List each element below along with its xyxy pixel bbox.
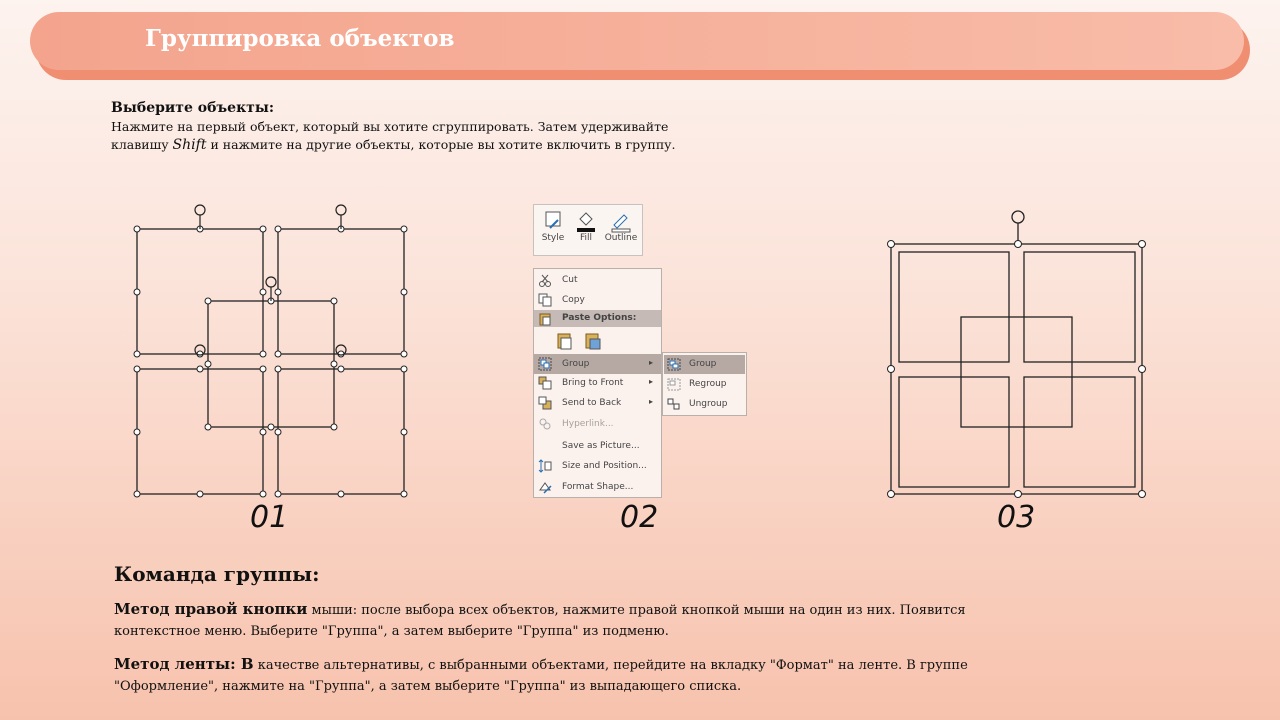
- submenu-item-ungroup[interactable]: Ungroup: [664, 395, 745, 414]
- outline-pen-icon: [604, 209, 638, 233]
- intro-heading: Выберите объекты:: [111, 100, 275, 116]
- menu-item-bring-to-front[interactable]: Bring to Front ▸: [534, 373, 661, 393]
- ribbon-method-text: [114, 654, 1074, 697]
- shift-key: Shift: [172, 137, 207, 153]
- copy-icon: [538, 293, 552, 307]
- ribbon-line1: качестве альтернативы, с выбранными объектами, перейдите на вкладку "Формат" на ленте. В группе: [257, 658, 968, 673]
- paste-picture-icon[interactable]: [584, 331, 602, 351]
- submenu-item-group[interactable]: Group: [664, 355, 745, 374]
- style-label: Style: [541, 233, 565, 243]
- fill-button[interactable]: [569, 209, 603, 243]
- size-icon: [538, 459, 552, 473]
- scissors-icon: [538, 273, 552, 287]
- ribbon-line2: "Оформление", нажмите на "Группа", а затем выберите "Группа" из выпадающего списка.: [114, 679, 742, 694]
- group-submenu: [662, 352, 747, 416]
- submenu-item-regroup[interactable]: Regroup: [664, 375, 745, 394]
- outline-label: Outline: [604, 233, 638, 243]
- menu-header-paste-options: Paste Options:: [534, 310, 661, 327]
- chevron-right-icon: ▸: [648, 358, 653, 367]
- right-click-line2: контекстное меню. Выберите "Группа", а затем выберите "Группа" из подменю.: [114, 624, 669, 639]
- figure-03-grouped-shapes: [882, 205, 1152, 505]
- intro-line2-before: клавишу: [111, 137, 169, 152]
- menu-item-format-shape[interactable]: Format Shape...: [534, 477, 661, 497]
- ribbon-method-label: Метод ленты: В: [114, 655, 254, 673]
- menu-item-group[interactable]: Group ▸: [534, 354, 661, 374]
- paste-icon: [538, 312, 552, 326]
- intro-block: [111, 100, 771, 154]
- bring-front-icon: [538, 376, 552, 390]
- figure-label-02: 02: [620, 500, 659, 535]
- menu-item-save-as-picture[interactable]: Save as Picture...: [562, 441, 640, 451]
- menu-item-copy[interactable]: Copy: [534, 290, 661, 310]
- ungroup-icon: [667, 398, 681, 411]
- figure-label-01: 01: [250, 500, 289, 535]
- fill-label: Fill: [579, 233, 593, 243]
- menu-item-cut[interactable]: Cut: [534, 270, 661, 290]
- fill-bucket-icon: [569, 209, 603, 233]
- outline-button[interactable]: [604, 209, 638, 243]
- intro-text: [111, 118, 771, 154]
- paste-options-row: [534, 329, 661, 353]
- context-menu: [533, 268, 662, 498]
- style-button[interactable]: [536, 209, 570, 243]
- page-title: Группировка объектов: [145, 25, 455, 52]
- menu-item-send-to-back[interactable]: Send to Back ▸: [534, 393, 661, 413]
- figure-label-03: 03: [997, 500, 1036, 535]
- figure-01-selected-shapes: [128, 200, 418, 505]
- chevron-right-icon: ▸: [648, 397, 653, 406]
- link-icon: [538, 417, 552, 431]
- intro-line1: Нажмите на первый объект, который вы хотите сгруппировать. Затем удерживайте: [111, 119, 669, 134]
- mini-toolbar: [533, 204, 643, 256]
- chevron-right-icon: ▸: [648, 377, 653, 386]
- group-command-heading: Команда группы:: [114, 562, 320, 586]
- menu-item-size-and-position[interactable]: Size and Position...: [534, 456, 661, 476]
- right-click-method-label: Метод правой кнопки: [114, 600, 308, 618]
- group-icon: [538, 357, 552, 371]
- regroup-icon: [667, 378, 681, 391]
- group-icon: [667, 358, 681, 371]
- intro-line2-after: и нажмите на другие объекты, которые вы хотите включить в группу.: [210, 137, 676, 152]
- menu-item-hyperlink: Hyperlink...: [534, 414, 661, 434]
- right-click-method-text: [114, 599, 1074, 642]
- format-shape-icon: [538, 480, 552, 494]
- paste-keep-formatting-icon[interactable]: [556, 331, 574, 351]
- style-icon: [536, 209, 570, 233]
- right-click-line1: мыши: после выбора всех объектов, нажмите правой кнопкой мыши на один из них. Появится: [311, 603, 966, 618]
- send-back-icon: [538, 396, 552, 410]
